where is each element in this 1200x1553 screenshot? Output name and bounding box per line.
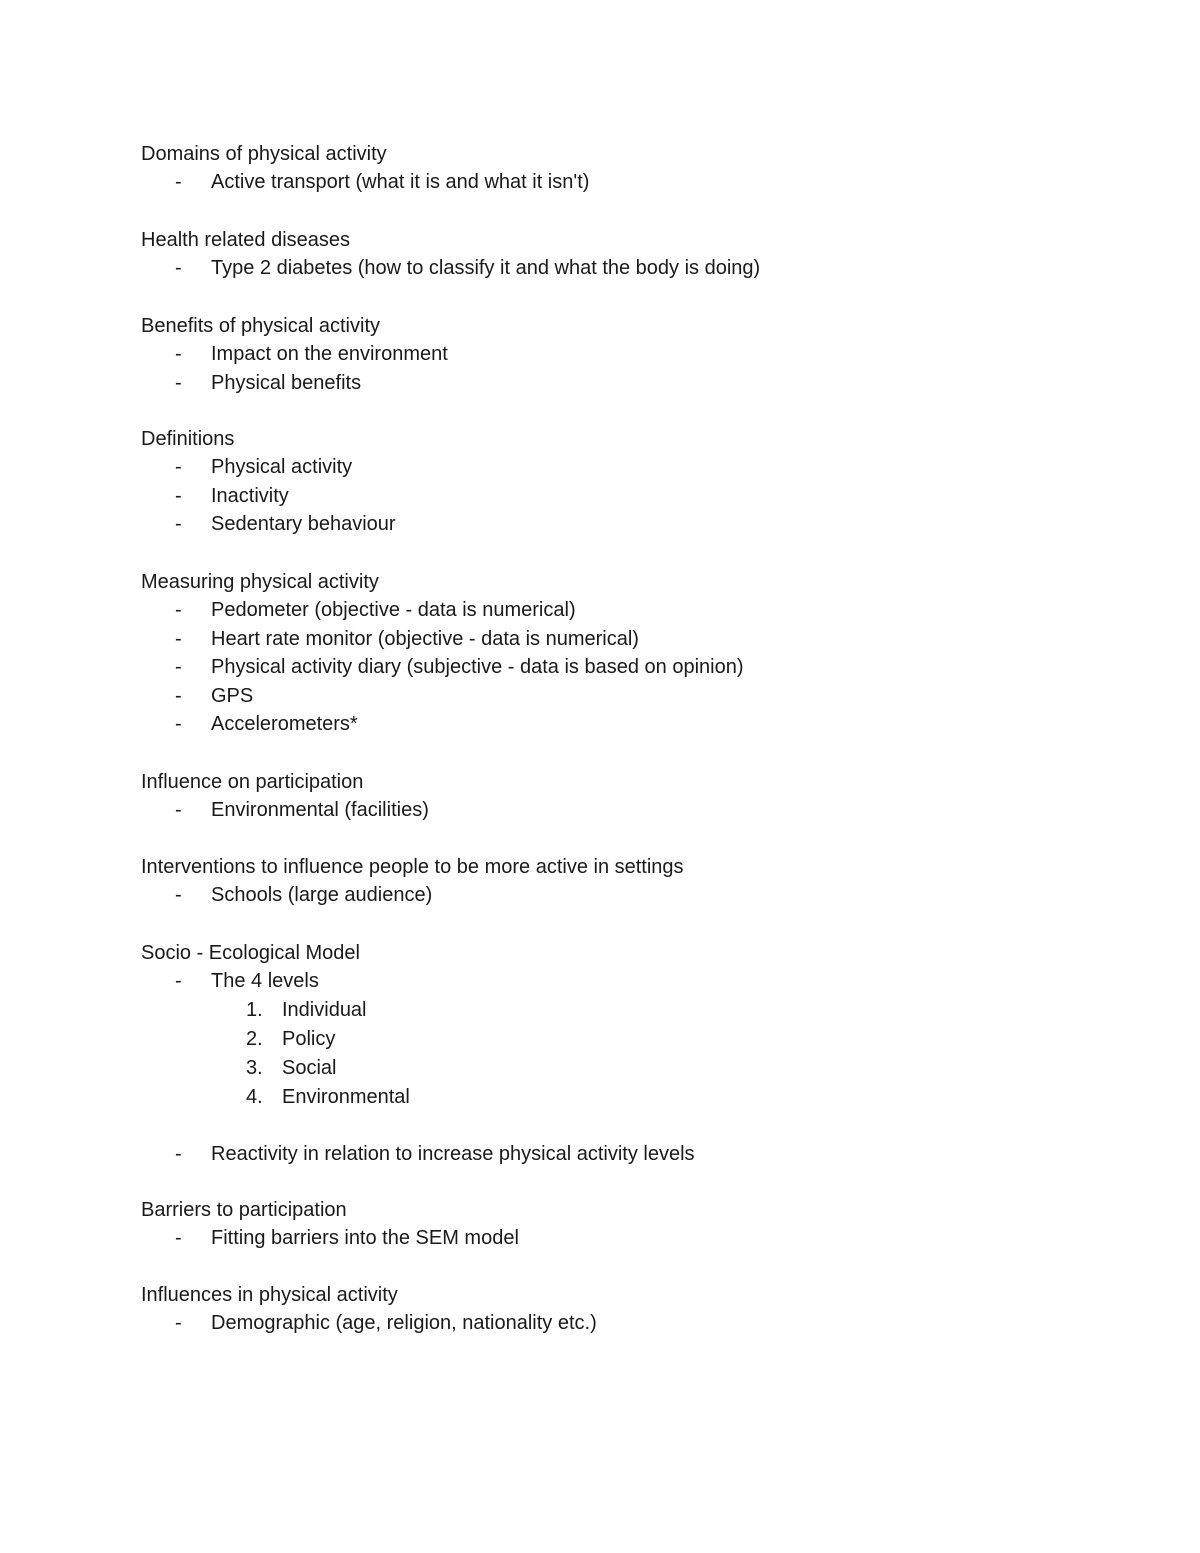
section-heading: Influence on participation xyxy=(141,771,364,793)
section-measuring xyxy=(141,568,744,739)
dash-marker: - xyxy=(175,656,182,678)
list-item xyxy=(141,482,289,511)
numbered-item xyxy=(141,1025,360,1054)
dash-marker: - xyxy=(175,1312,182,1334)
section-domains xyxy=(141,140,590,197)
dash-marker: - xyxy=(175,799,182,821)
dash-marker: - xyxy=(175,684,182,707)
item-number: 4. xyxy=(246,1085,263,1108)
section-influence-participation xyxy=(141,768,429,825)
list-item xyxy=(141,1224,519,1253)
list-item xyxy=(141,796,429,825)
list-item xyxy=(141,967,360,996)
dash-marker: - xyxy=(175,599,182,621)
numbered-item-text: Policy xyxy=(282,1027,336,1050)
list-item-text: Type 2 diabetes (how to classify it and what the body is doing) xyxy=(211,257,761,279)
dash-marker: - xyxy=(175,1227,182,1249)
list-item xyxy=(141,682,379,711)
section-heading: Measuring physical activity xyxy=(141,571,379,593)
list-item-text: Schools (large audience) xyxy=(211,884,433,906)
dash-marker: - xyxy=(175,513,182,535)
numbered-item xyxy=(141,1054,360,1083)
list-item xyxy=(141,1140,695,1169)
item-number: 3. xyxy=(246,1056,263,1079)
section-heading: Health related diseases xyxy=(141,229,351,251)
dash-marker: - xyxy=(175,456,182,478)
list-item-text: Active transport (what it is and what it isn't) xyxy=(211,171,590,193)
dash-marker: - xyxy=(175,343,182,365)
list-item xyxy=(141,510,396,539)
spacer xyxy=(141,1112,360,1140)
list-item xyxy=(141,653,744,682)
dash-marker: - xyxy=(175,970,182,992)
dash-marker: - xyxy=(175,484,182,507)
section-socio-ecological xyxy=(141,939,695,1168)
list-item xyxy=(141,710,379,739)
list-item-text: Physical activity xyxy=(211,456,353,478)
item-number: 2. xyxy=(246,1027,263,1050)
numbered-list xyxy=(141,996,410,1112)
numbered-item xyxy=(141,1083,410,1112)
list-item-text: Impact on the environment xyxy=(211,343,448,365)
list-item-text: Fitting barriers into the SEM model xyxy=(211,1227,519,1249)
list-item xyxy=(141,881,684,910)
dash-marker: - xyxy=(175,371,182,394)
list-item xyxy=(141,1309,597,1338)
list-item-text: Physical benefits xyxy=(211,371,362,394)
list-item-text: Sedentary behaviour xyxy=(211,513,396,535)
list-item-text: Physical activity diary (subjective - data is based on opinion) xyxy=(211,656,744,678)
dash-marker: - xyxy=(175,171,182,193)
list-item xyxy=(141,340,448,369)
list-item-text: Inactivity xyxy=(211,484,289,507)
list-item-text: Reactivity in relation to increase physical activity levels xyxy=(211,1142,695,1165)
list-item xyxy=(141,168,590,197)
dash-marker: - xyxy=(175,627,182,650)
list-item-text: Demographic (age, religion, nationality etc.) xyxy=(211,1312,597,1334)
list-item-text: Heart rate monitor (objective - data is numerical) xyxy=(211,627,639,650)
section-definitions xyxy=(141,425,396,539)
list-item-text: GPS xyxy=(211,684,254,707)
numbered-item-text: Social xyxy=(282,1056,337,1079)
section-heading: Domains of physical activity xyxy=(141,143,387,165)
list-item xyxy=(141,596,576,625)
section-heading: Socio - Ecological Model xyxy=(141,942,360,964)
section-influences xyxy=(141,1281,597,1338)
dash-marker: - xyxy=(175,257,182,279)
dash-marker: - xyxy=(175,713,182,735)
section-heading: Barriers to participation xyxy=(141,1199,347,1221)
list-item-text: The 4 levels xyxy=(211,970,319,992)
section-barriers xyxy=(141,1196,519,1253)
list-item-text: Environmental (facilities) xyxy=(211,799,429,821)
section-heading: Interventions to influence people to be more active in settings xyxy=(141,856,684,878)
list-item-text: Accelerometers* xyxy=(211,713,358,735)
dash-marker: - xyxy=(175,1142,182,1165)
list-item xyxy=(141,625,639,654)
section-health-diseases xyxy=(141,226,761,283)
numbered-item-text: Individual xyxy=(282,998,367,1021)
numbered-item xyxy=(141,996,367,1025)
item-number: 1. xyxy=(246,998,263,1021)
list-item-text: Pedometer (objective - data is numerical) xyxy=(211,599,576,621)
section-interventions xyxy=(141,853,684,910)
list-item xyxy=(141,254,761,283)
section-heading: Definitions xyxy=(141,428,235,450)
list-item xyxy=(141,369,380,398)
numbered-item-text: Environmental xyxy=(282,1085,410,1108)
section-heading: Influences in physical activity xyxy=(141,1284,398,1306)
dash-marker: - xyxy=(175,884,182,906)
section-benefits xyxy=(141,312,448,397)
list-item xyxy=(141,453,353,482)
section-heading: Benefits of physical activity xyxy=(141,315,380,337)
